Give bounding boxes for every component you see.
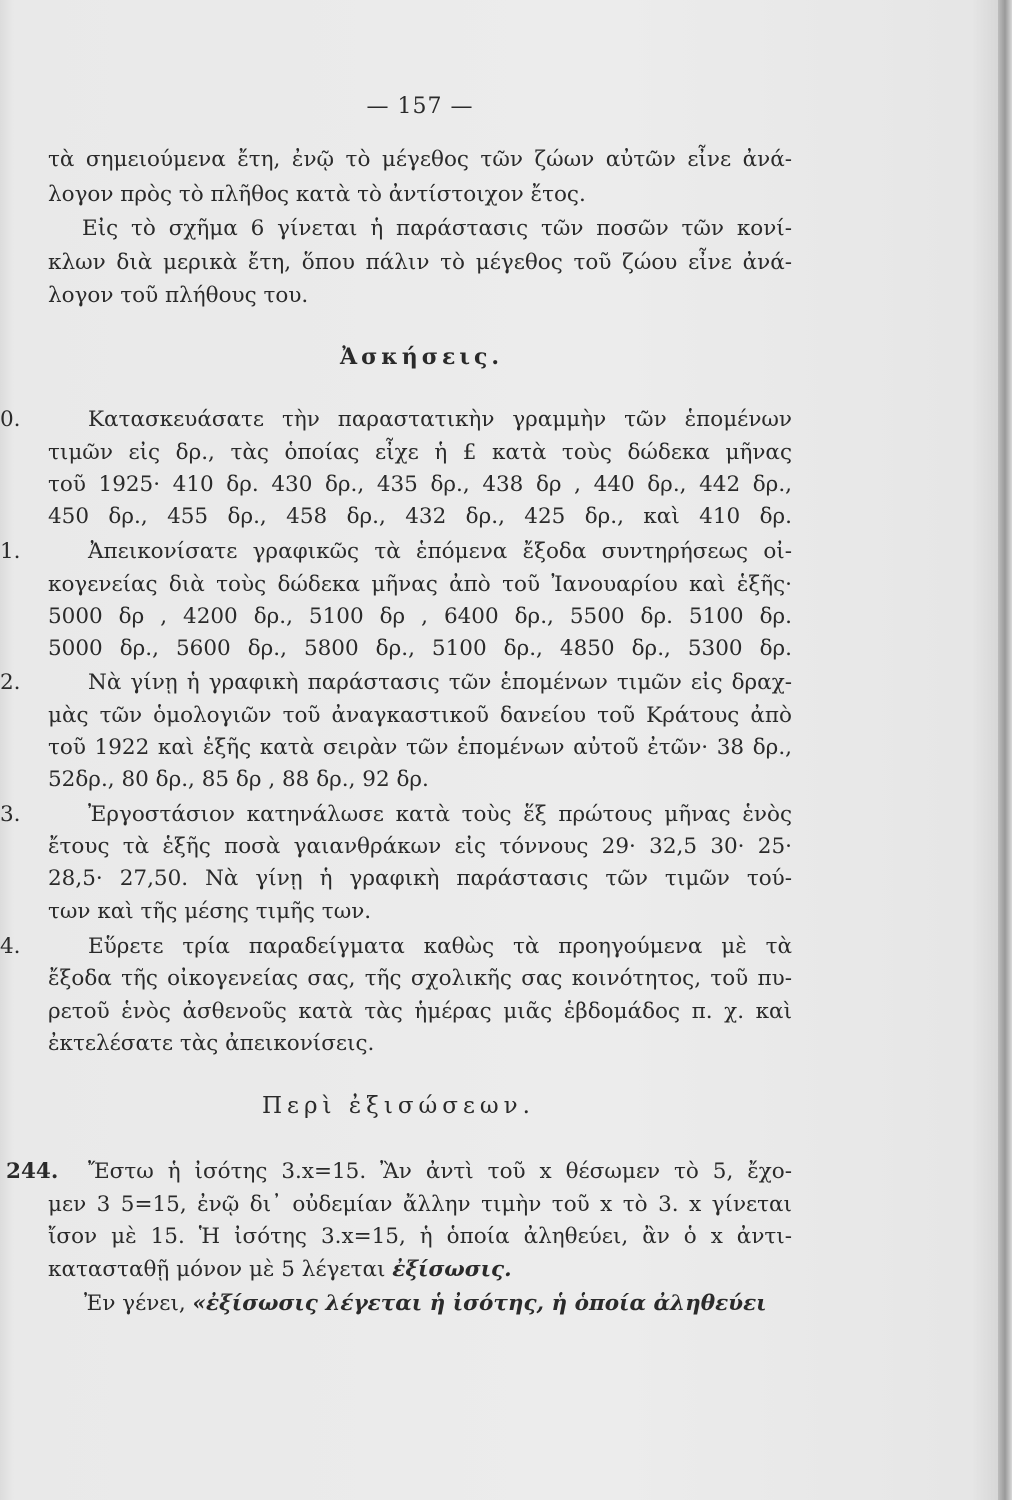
exercises-heading: Ἀσκήσεις. (340, 344, 504, 370)
section-line-5-text: Ἐν γένει, (84, 1291, 193, 1316)
exercise-line: Ἀπεικονίσατε γραφικῶς τὰ ἑπόμενα ἔξοδα συντηρήσεως οἰ- (88, 539, 792, 564)
page-number: — 157 — (366, 94, 474, 119)
definition-text: «ἐξίσωσις λέγεται ἡ ἰσότης, ἡ ὁποία ἀληθεύει (192, 1291, 767, 1316)
exercise-line: 450 δρ., 455 δρ., 458 δρ., 432 δρ., 425 δρ., καὶ 410 δρ. (48, 504, 792, 529)
section-line-3: ἴσον μὲ 15. Ἡ ἰσότης 3.x=15, ἡ ὁποία ἀληθεύει, ἂν ὁ x ἀντι- (48, 1224, 792, 1249)
exercise-number: 2. (0, 670, 21, 695)
section-heading: Περὶ ἐξισώσεων. (262, 1093, 535, 1119)
exercise-number: 1. (0, 539, 21, 564)
exercise-line: Ἐργοστάσιον κατηνάλωσε κατὰ τοὺς ἕξ πρώτους μῆνας ἑνὸς (88, 802, 792, 827)
exercise-line: 5000 δρ , 4200 δρ., 5100 δρ , 6400 δρ., 5500 δρ. 5100 δρ. (48, 604, 792, 629)
section-line-5 (84, 1289, 767, 1319)
section-line-1: Ἔστω ἡ ἰσότης 3.x=15. Ἂν ἀντὶ τοῦ x θέσωμεν τὸ 5, ἔχο- (88, 1159, 792, 1184)
exercise-line: ἔξοδα τῆς οἰκογενείας σας, τῆς σχολικῆς σας κοινότητος, τοῦ πυ- (48, 966, 792, 991)
exercise-line: τιμῶν εἰς δρ., τὰς ὁποίας εἶχε ἡ £ κατὰ τοὺς δώδεκα μῆνας (48, 440, 792, 465)
exercise-line: ἐκτελέσατε τὰς ἀπεικονίσεις. (48, 1031, 375, 1056)
page-edge-shadow (998, 0, 1012, 1500)
section-number: 244. (6, 1159, 59, 1184)
exercise-line: μὰς τῶν ὁμολογιῶν τοῦ ἀναγκαστικοῦ δανείου τοῦ Κράτους ἀπὸ (48, 703, 792, 728)
intro-line-3: Εἰς τὸ σχῆμα 6 γίνεται ἡ παράστασις τῶν ποσῶν τῶν κονί- (82, 216, 792, 241)
exercise-number: 3. (0, 802, 21, 827)
exercise-line: 28,5· 27,50. Νὰ γίνῃ ἡ γραφικὴ παράστασις τῶν τιμῶν τού- (48, 866, 792, 891)
exercise-line: Νὰ γίνῃ ἡ γραφικὴ παράστασις τῶν ἑπομένων τιμῶν εἰς δραχ- (88, 670, 792, 695)
exercise-line: των καὶ τῆς μέσης τιμῆς των. (48, 899, 372, 924)
exercise-line: ἔτους τὰ ἑξῆς ποσὰ γαιανθράκων εἰς τόννους 29· 32,5 30· 25· (48, 834, 792, 859)
intro-line-4: κλων διὰ μερικὰ ἔτη, ὅπου πάλιν τὸ μέγεθος τοῦ ζώου εἶνε ἀνά- (48, 250, 792, 275)
exercise-line: τοῦ 1925· 410 δρ. 430 δρ., 435 δρ., 438 δρ , 440 δρ., 442 δρ., (48, 472, 792, 497)
intro-line-5: λογον τοῦ πλήθους του. (48, 283, 309, 308)
exercise-line: Κατασκευάσατε τὴν παραστατικὴν γραμμὴν τῶν ἑπομένων (88, 407, 792, 432)
exercise-line: 52δρ., 80 δρ., 85 δρ , 88 δρ., 92 δρ. (48, 767, 429, 792)
section-line-4 (48, 1255, 512, 1285)
section-line-4-text: κατασταθῇ μόνον μὲ 5 λέγεται (48, 1257, 393, 1282)
intro-line-1: τὰ σημειούμενα ἔτη, ἐνῷ τὸ μέγεθος τῶν ζώων αὐτῶν εἶνε ἀνά- (48, 147, 792, 172)
exercise-line: τοῦ 1922 καὶ ἑξῆς κατὰ σειρὰν τῶν ἑπομένων αὐτοῦ ἐτῶν· 38 δρ., (48, 735, 792, 760)
section-line-2: μεν 3 5=15, ἐνῷ δι᾽ οὐδεμίαν ἄλλην τιμὴν τοῦ x τὸ 3. x γίνεται (48, 1192, 792, 1217)
exercise-line: Εὕρετε τρία παραδείγματα καθὼς τὰ προηγούμενα μὲ τὰ (88, 934, 792, 959)
intro-line-2: λογον πρὸς τὸ πλῆθος κατὰ τὸ ἀντίστοιχον ἔτος. (48, 182, 586, 207)
exercise-line: κογενείας διὰ τοὺς δώδεκα μῆνας ἀπὸ τοῦ Ἰανουαρίου καὶ ἑξῆς· (48, 572, 792, 597)
exercise-number: 0. (0, 407, 21, 432)
term-equation: ἐξίσωσις. (392, 1257, 512, 1282)
exercise-line: 5000 δρ., 5600 δρ., 5800 δρ., 5100 δρ., 4850 δρ., 5300 δρ. (48, 636, 792, 661)
exercise-number: 4. (0, 934, 21, 959)
exercise-line: ρετοῦ ἑνὸς ἀσθενοῦς κατὰ τὰς ἡμέρας μιᾶς ἑβδομάδος π. χ. καὶ (48, 999, 792, 1024)
